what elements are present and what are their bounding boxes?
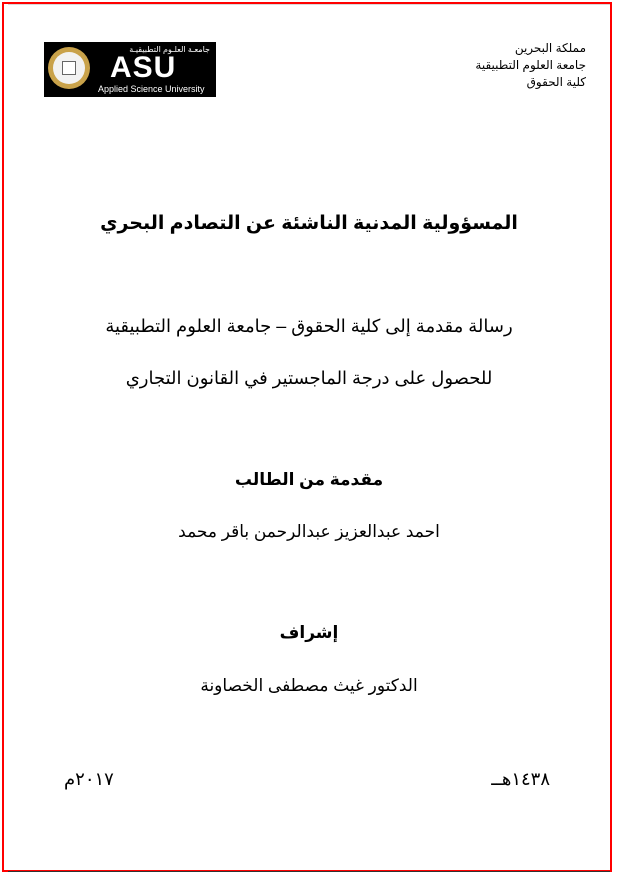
supervisor-name: الدكتور غيث مصطفى الخصاونة [200, 676, 418, 695]
logo-abbreviation: ASU [110, 51, 177, 84]
bottom-rule [8, 871, 610, 872]
submission-line-2: للحصول على درجة الماجستير في القانون التجاري [125, 368, 493, 388]
presented-by-label: مقدمة من الطالب [234, 470, 384, 489]
university-emblem-icon [48, 47, 90, 89]
thesis-title: المسؤولية المدنية الناشئة عن التصادم البحري [100, 213, 518, 234]
logo-english-name: Applied Science University [98, 84, 205, 94]
top-rule [8, 4, 610, 5]
hijri-date: ١٤٣٨هــ [491, 769, 550, 789]
logo-arabic-name: جامعـة العلـوم التطبيقيـة [129, 45, 210, 54]
institution-header [386, 40, 586, 91]
student-name: احمد عبدالعزيز عبدالرحمن باقر محمد [178, 522, 440, 541]
country-name: مملكة البحرين [514, 41, 586, 55]
supervision-label: إشراف [279, 623, 339, 642]
gregorian-date: ٢٠١٧م [64, 769, 114, 789]
university-name: جامعة العلوم التطبيقية [475, 58, 586, 72]
submission-line-1: رسالة مقدمة إلى كلية الحقوق – جامعة العلوم التطبيقية [105, 316, 513, 336]
faculty-name: كلية الحقوق [526, 75, 586, 89]
university-logo [44, 42, 216, 97]
page-border [2, 2, 612, 872]
